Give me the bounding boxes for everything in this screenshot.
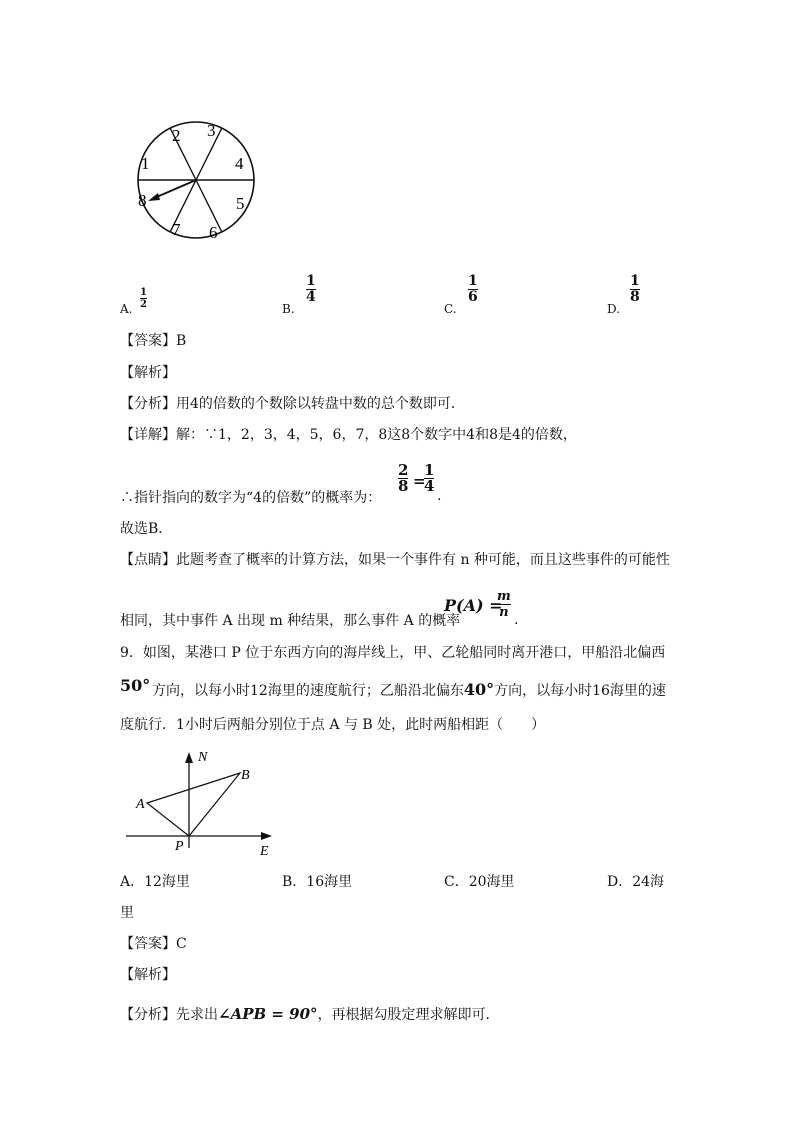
q8-option-b-fraction (306, 274, 316, 305)
q9-analysis-heading: 【解析】 (120, 967, 176, 983)
q8-choose: 故选B． (120, 521, 173, 537)
q8-option-a-fraction (140, 287, 147, 310)
q9-angle-1: 50° (120, 676, 151, 695)
q9-question-line3: 度航行．1小时后两船分别位于点 A 与 B 处，此时两船相距（ ） (120, 717, 546, 733)
q9-answer: 【答案】C (120, 936, 187, 952)
frac-num: 1 (630, 273, 640, 289)
frac-den: 2 (140, 299, 147, 310)
q8-probability-fraction (497, 589, 511, 620)
q9-question-line1: 9．如图，某港口 P 位于东西方向的海岸线上，甲、乙轮船同时离开港口，甲船沿北偏西 (120, 645, 666, 661)
q9-analysis-post: ，再根据勾股定理求解即可． (317, 1007, 500, 1023)
q8-therefore: ∴指针指向的数字为“4的倍数”的概率为： (120, 490, 382, 506)
spinner-number-7: 7 (172, 220, 181, 239)
q9-angle-2: 40° (463, 680, 495, 699)
q8-option-a-letter: A. (120, 302, 133, 316)
q8-formula-period: . (514, 612, 519, 628)
label-e: E (260, 844, 269, 858)
label-b: B (241, 768, 250, 783)
spinner-number-2: 2 (172, 126, 181, 145)
q9-diagram (120, 748, 280, 858)
q9-analysis (120, 1004, 500, 1025)
q8-detail: 【详解】解：∵1，2，3，4，5，6，7，8这8个数字中4和8是4的倍数， (120, 427, 577, 443)
frac-den: 4 (424, 477, 435, 495)
label-a: A (136, 797, 145, 812)
q9-analysis-pre: 【分析】先求出 (120, 1007, 218, 1023)
q8-result-fraction-1 (398, 463, 408, 494)
q9-analysis-math: ∠APB = 90° (218, 1005, 318, 1023)
q8-option-b-letter: B. (282, 302, 295, 316)
q8-option-c-fraction (468, 274, 478, 305)
frac-den: 4 (306, 289, 316, 305)
q9-line2-text: 方向，以每小时12海里的速度航行；乙船沿北偏东 (152, 683, 464, 699)
frac-num: m (497, 589, 511, 604)
spinner-number-6: 6 (209, 223, 218, 242)
frac-num: 2 (398, 461, 409, 479)
frac-den: 8 (630, 289, 640, 305)
frac-num: 1 (468, 273, 478, 289)
q9-option-b: B．16海里 (282, 874, 353, 890)
q9-option-a: A．12海里 (120, 874, 190, 890)
q8-option-d-fraction (630, 274, 640, 305)
q9-option-d-wrap: 里 (120, 905, 134, 921)
frac-num: 1 (306, 273, 316, 289)
spinner-number-3: 3 (207, 121, 216, 140)
frac-den: 8 (398, 477, 409, 495)
q8-analysis-heading: 【解析】 (120, 365, 176, 381)
q8-answer: 【答案】B (120, 333, 187, 349)
spinner-number-1: 1 (141, 154, 150, 173)
q9-option-c: C．20海里 (444, 874, 515, 890)
label-p: P (175, 839, 184, 854)
q8-analysis: 【分析】用4的倍数的个数除以转盘中数的总个数即可． (120, 396, 465, 412)
q9-option-d: D．24海 (607, 874, 665, 890)
q8-option-d-letter: D. (607, 302, 621, 316)
spinner-number-4: 4 (235, 154, 244, 173)
q8-probability-formula: P(A) = (444, 596, 503, 615)
q9-line2b-text: 方向，以每小时16海里的速 (494, 683, 666, 699)
q8-comment-line1: 【点睛】此题考查了概率的计算方法，如果一个事件有 n 种可能，而且这些事件的可能性 (120, 552, 670, 568)
q8-period: . (437, 488, 442, 504)
q8-comment-line2: 相同，其中事件 A 出现 m 种结果，那么事件 A 的概率 (120, 613, 461, 629)
spinner-number-5: 5 (236, 194, 245, 213)
label-n: N (198, 750, 208, 765)
q8-result-fraction-2 (424, 463, 434, 494)
q8-option-c-letter: C. (444, 302, 457, 316)
frac-num: 1 (140, 287, 147, 298)
frac-den: n (499, 605, 509, 620)
frac-num: 1 (424, 461, 435, 479)
frac-den: 6 (468, 289, 478, 305)
q8-equals: = (413, 472, 426, 490)
spinner-figure (118, 114, 276, 246)
spinner-number-8: 8 (138, 191, 147, 210)
q9-question-line2 (152, 680, 666, 701)
